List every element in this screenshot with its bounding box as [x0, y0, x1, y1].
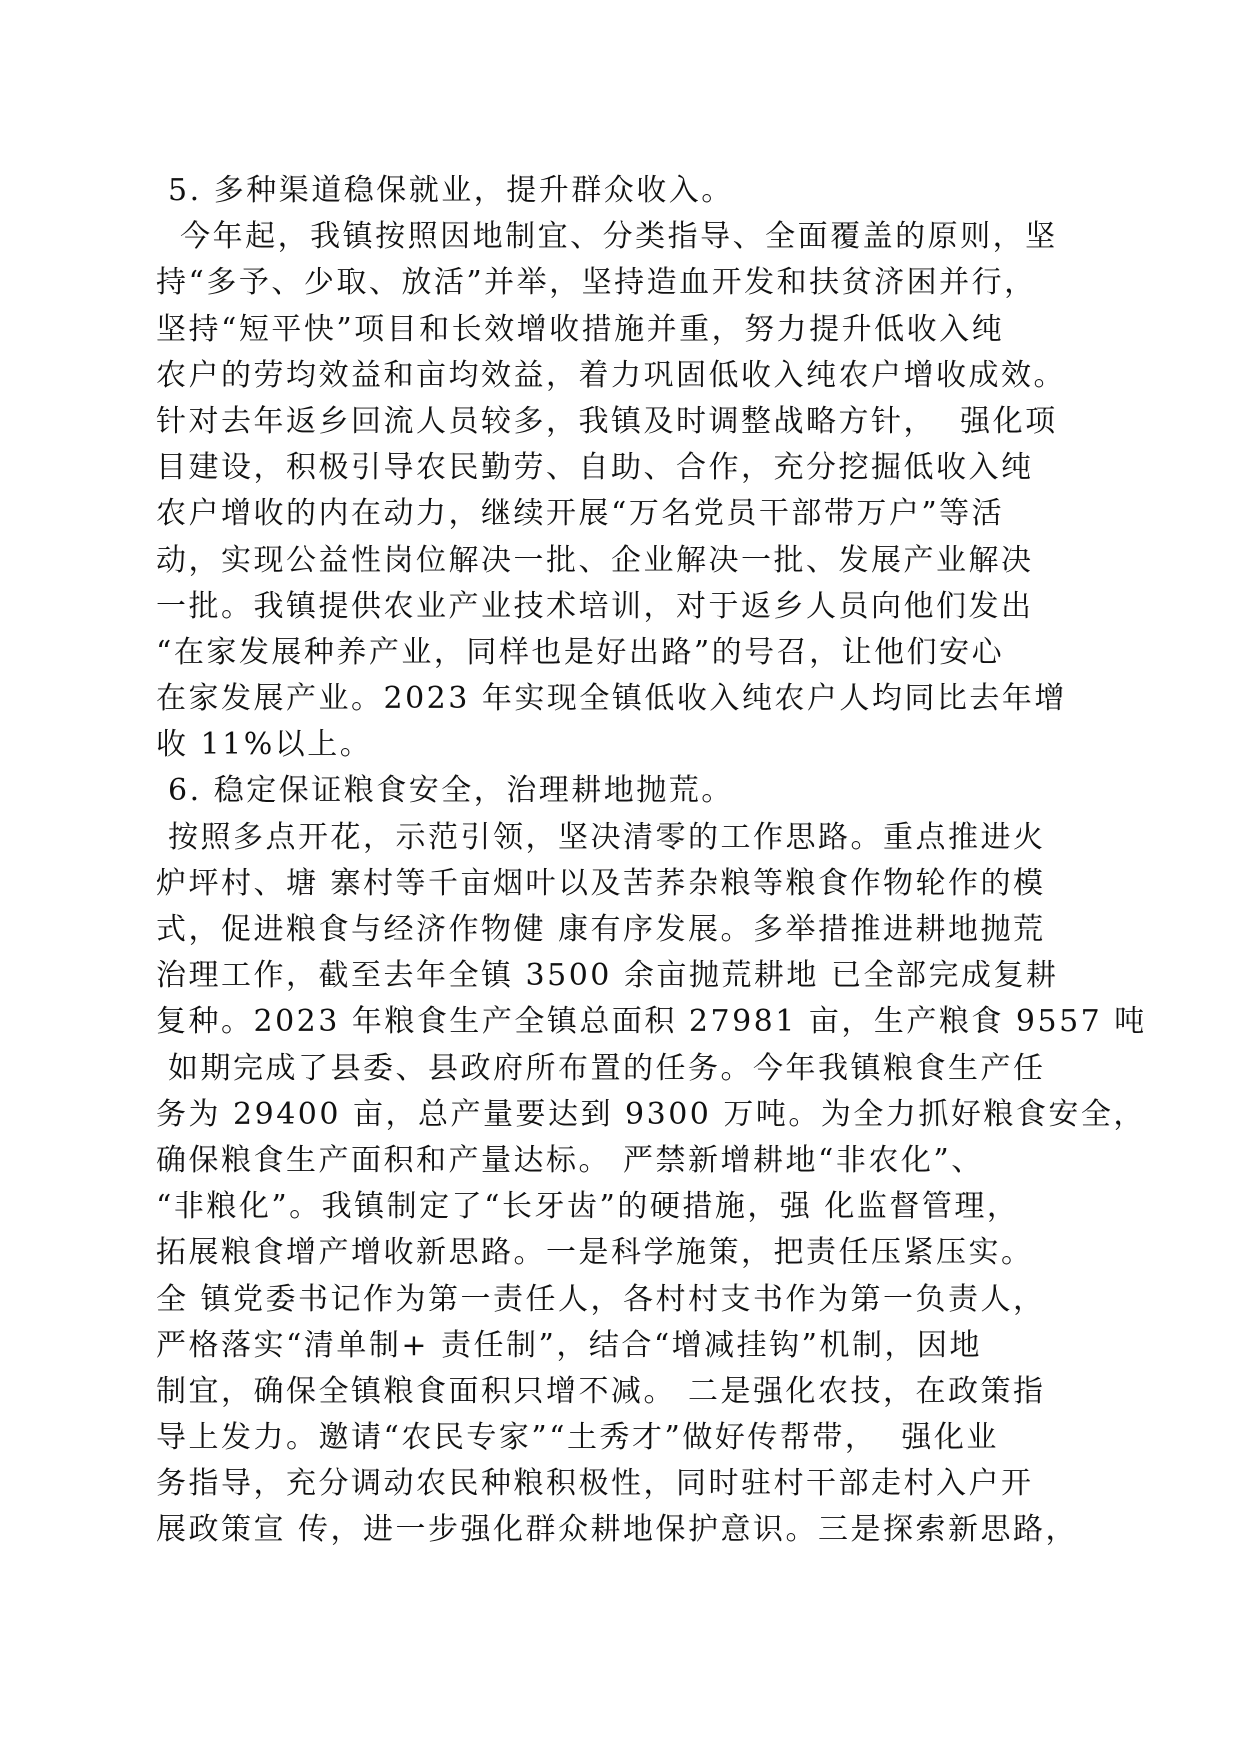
text-line: 拓展粮食增产增收新思路。一是科学施策，把责任压紧压实。	[156, 1235, 1034, 1271]
text-line: 农户的劳均效益和亩均效益，着力巩固低收入纯农户增收成效。	[156, 357, 1066, 393]
text-line: 在家发展产业。2023 年实现全镇低收入纯农户人均同比去年增	[156, 681, 1067, 717]
text-line: 收 11%以上。	[156, 727, 373, 763]
document-body	[156, 168, 1156, 1554]
text-line: 复种。2023 年粮食生产全镇总面积 27981 亩，生产粮食 9557 吨	[156, 1004, 1147, 1040]
text-line: 确保粮食生产面积和产量达标。 严禁新增耕地“非农化”、	[156, 1142, 984, 1178]
text-line: 按照多点开花，示范引领，坚决清零的工作思路。重点推进火	[156, 819, 1046, 855]
text-line: 动，实现公益性岗位解决一批、企业解决一批、发展产业解决	[156, 542, 1034, 578]
text-line: 严格落实“清单制+ 责任制”，结合“增减挂钩”机制，因地	[156, 1327, 983, 1363]
text-line: 目建设，积极引导农民勤劳、自助、合作，充分挖掘低收入纯	[156, 450, 1034, 486]
text-line: 炉坪村、塘 寨村等千亩烟叶以及苦荞杂粮等粮食作物轮作的模	[156, 865, 1046, 901]
text-line: 今年起，我镇按照因地制宜、分类指导、全面覆盖的原则，坚	[156, 219, 1058, 255]
text-line: 导上发力。邀请“农民专家”“土秀才”做好传帮带， 强化业	[156, 1420, 999, 1456]
text-line: 5. 多种渠道稳保就业，提升群众收入。	[156, 173, 734, 208]
text-line: 全 镇党委书记作为第一责任人，各村村支书作为第一负责人，	[156, 1281, 1046, 1317]
text-line: 针对去年返乡回流人员较多，我镇及时调整战略方针， 强化项	[156, 403, 1058, 439]
text-line: 6. 稳定保证粮食安全，治理耕地抛荒。	[156, 773, 734, 809]
text-line: 式，促进粮食与经济作物健 康有序发展。多举措推进耕地抛荒	[156, 912, 1046, 947]
text-line: 展政策宣 传，进一步强化群众耕地保护意识。三是探索新思路，	[156, 1512, 1079, 1548]
text-line: “在家发展种养产业，同样也是好出路”的号召，让他们安心	[156, 634, 1005, 670]
text-line: 如期完成了县委、县政府所布置的任务。今年我镇粮食生产任	[156, 1050, 1046, 1086]
text-line: 务为 29400 亩，总产量要达到 9300 万吨。为全力抓好粮食安全，	[156, 1096, 1146, 1132]
text-line: 治理工作，截至去年全镇 3500 余亩抛荒耕地 已全部完成复耕	[156, 958, 1059, 994]
text-line: 务指导，充分调动农民种粮积极性，同时驻村干部走村入户开	[156, 1466, 1034, 1502]
text-line: “非粮化”。我镇制定了“长牙齿”的硬措施，强 化监督管理，	[156, 1189, 1020, 1225]
text-line: 坚持“短平快”项目和长效增收措施并重，努力提升低收入纯	[156, 311, 1005, 347]
text-line: 一批。我镇提供农业产业技术培训，对于返乡人员向他们发出	[156, 588, 1034, 624]
text-line: 农户增收的内在动力，继续开展“万名党员干部带万户”等活	[156, 496, 1005, 532]
text-line: 持“多予、少取、放活”并举，坚持造血开发和扶贫济困并行，	[156, 265, 1037, 301]
text-line: 制宜，确保全镇粮食面积只增不减。 二是强化农技，在政策指	[156, 1373, 1046, 1409]
